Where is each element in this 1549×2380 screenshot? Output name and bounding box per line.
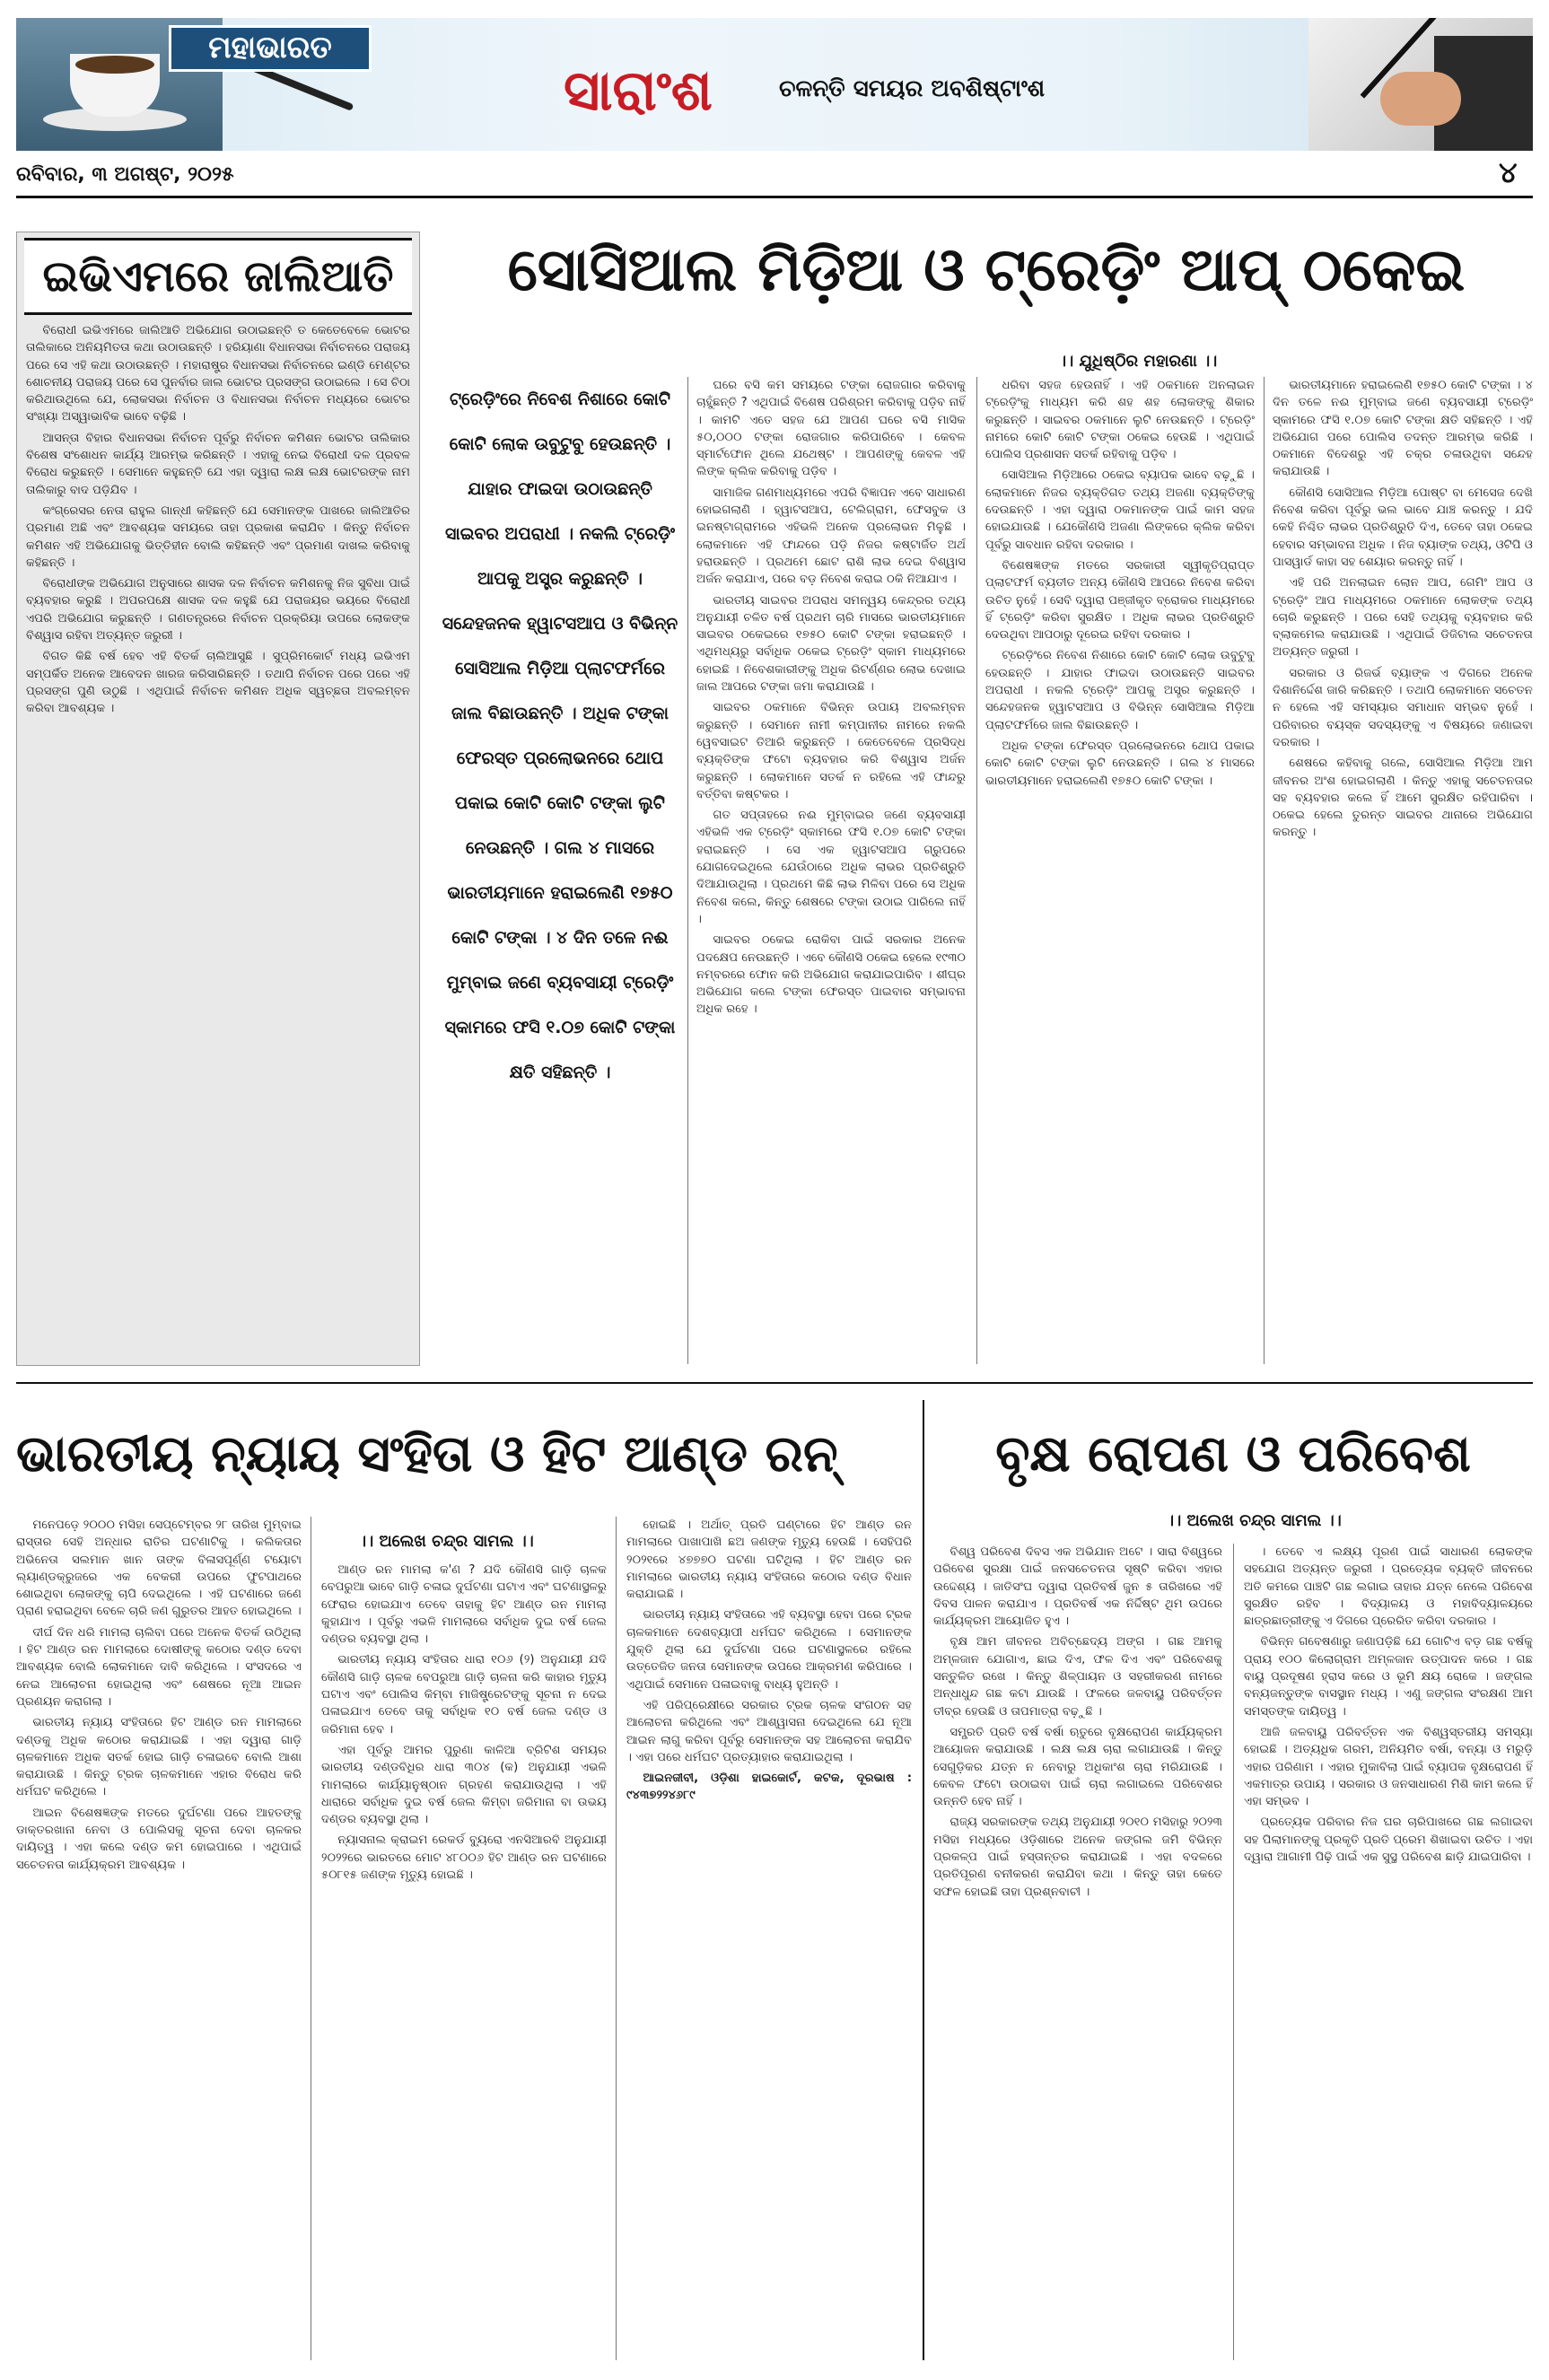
paragraph: ରାଜ୍ୟ ସରକାରଙ୍କ ତଥ୍ୟ ଅନୁଯାୟୀ ୨୦୧୦ ମସିହାରୁ ୨୦୨୩ ମସିହା ମଧ୍ୟରେ ଓଡ଼ିଶାରେ ଅନେକ ଜଙ୍ଗଲ ଜମି ବିଭିନ୍ନ ପ୍ରକଳ୍ପ ପାଇଁ ହସ୍ତାନ୍ତର କରାଯାଇଛି । ଏହା ବଦଳରେ ପ୍ରତିପୂରଣ ବନୀକରଣ କରାଯିବା କଥା । କିନ୍ତୁ ତାହା କେତେ ସଫଳ ହୋଇଛି ତାହା ପ୍ରଶ୍ନବାଚୀ । [933, 1816, 1222, 1899]
paragraph: ଘରେ ବସି କମ ସମୟରେ ଟଙ୍କା ରୋଜଗାର କରିବାକୁ ଚାହୁଁଛନ୍ତି ? ଏଥିପାଇଁ ବିଶେଷ ପରିଶ୍ରମ କରିବାକୁ ପଡ଼ିବ ନାହିଁ । କାମଟି ଏତେ ସହଜ ଯେ ଆପଣ ଘରେ ବସି ମାସିକ ୫୦,୦୦୦ ଟଙ୍କା ରୋଜଗାର କରିପାରିବେ । କେବଳ ସ୍ମାର୍ଟଫୋନ ଥିଲେ ଯଥେଷ୍ଟ । ଆପଣଙ୍କୁ କେବଳ ଏହି ଲିଙ୍କ କ୍ଲିକ କରିବାକୁ ପଡ଼ିବ । [696, 379, 966, 479]
paragraph: ଆସନ୍ତା ବିହାର ବିଧାନସଭା ନିର୍ବାଚନ ପୂର୍ବରୁ ନିର୍ବାଚନ କମିଶନ ଭୋଟର ତାଲିକାର ବିଶେଷ ସଂଶୋଧନ କାର୍ଯ୍ୟ ଆରମ୍ଭ କରିଛନ୍ତି । ଏହାକୁ ନେଇ ବିରୋଧୀ ଦଳ ପ୍ରବଳ ବିରୋଧ କରୁଛନ୍ତି । ସେମାନେ କହୁଛନ୍ତି ଯେ ଏହା ଦ୍ୱାରା ଲକ୍ଷ ଲକ୍ଷ ଭୋଟରଙ୍କ ନାମ ତାଲିକାରୁ ବାଦ ପଡ଼ିଯିବ । [26, 431, 410, 497]
coffee-shape [75, 56, 154, 74]
writing-hand-image [1308, 18, 1533, 151]
paragraph: ଏହି ପରି ଅନଲାଇନ ଲୋନ ଆପ, ଗେମିଂ ଆପ ଓ ଟ୍ରେଡ଼ିଂ ଆପ ମାଧ୍ୟମରେ ଠକମାନେ ଲୋକଙ୍କ ତଥ୍ୟ ଚୋରି କରୁଛନ୍ତି । ପରେ ସେହି ତଥ୍ୟକୁ ବ୍ୟବହାର କରି ବ୍ଲାକମେଲ କରାଯାଉଛି । ଏଥିପାଇଁ ଡିଜିଟାଲ ସଚେତନତା ଅତ୍ୟନ୍ତ ଜରୁରୀ । [1273, 576, 1533, 660]
section-rule [16, 1382, 1533, 1384]
paragraph: ଏହି ପରିପ୍ରେକ୍ଷୀରେ ସରକାର ଟ୍ରକ ଚାଳକ ସଂଗଠନ ସହ ଆଲୋଚନା କରିଥିଲେ ଏବଂ ଆଶ୍ୱାସନା ଦେଇଥିଲେ ଯେ ନୂଆ ଆଇନ ଲାଗୁ କରିବା ପୂର୍ବରୁ ସେମାନଙ୍କ ସହ ଆଲୋଚନା କରାଯିବ । ଏହା ପରେ ଧର୍ମଘଟ ପ୍ରତ୍ୟାହାର କରାଯାଇଥିଲା । [626, 1698, 912, 1764]
section-title: ସାରାଂଶ [564, 57, 713, 123]
paragraph: ଟ୍ରେଡ଼ିଂରେ ନିବେଶ ନିଶାରେ କୋଟି କୋଟି ଲୋକ ଉବୁଟୁବୁ ହେଉଛନ୍ତି । ଯାହାର ଫାଇଦା ଉଠାଉଛନ୍ତି ସାଇବର ଅପରାଧୀ । ନକଲି ଟ୍ରେଡ଼ିଂ ଆପକୁ ଅସ୍ତ୍ର କରୁଛନ୍ତି । ସନ୍ଦେହଜନକ ହ୍ୱାଟସଆପ ଓ ବିଭିନ୍ନ ସୋସିଆଲ ମିଡ଼ିଆ ପ୍ଲାଟଫର୍ମରେ ଜାଲ ବିଛାଉଛନ୍ତି । [985, 649, 1255, 732]
paragraph: ବିରୋଧୀ ଇଭିଏମରେ ଜାଲିଆତି ଅଭିଯୋଗ ଉଠାଇଛନ୍ତି ତ କେତେବେଳେ ଭୋଟର ତାଲିକାରେ ଅନିୟମିତତା କଥା ଉଠାଉଛନ୍ତି । ହରିୟାଣା ବିଧାନସଭା ନିର୍ବାଚନରେ ପରାଜୟ ପରେ ସେ ଏହି କଥା ଉଠାଉଛନ୍ତି । ମହାରାଷ୍ଟ୍ର ବିଧାନସଭା ନିର୍ବାଚନରେ ଇଣ୍ଡି ମେଣ୍ଟର ଶୋଚନୀୟ ପରାଜୟ ପରେ ସେ ପୁନର୍ବାର ଜାଲ ଭୋଟର ପ୍ରସଙ୍ଗ ଉଠାଇଲେ । ସେ ଚିଠା କରିଥାଉଥିଲେ ଯେ, ଲୋକସଭା ନିର୍ବାଚନ ଓ ବିଧାନସଭା ନିର୍ବାଚନ ମଧ୍ୟରେ ଭୋଟର ସଂଖ୍ୟା ଅସ୍ୱାଭାବିକ ଭାବେ ବଢ଼ିଛି । [26, 324, 410, 424]
column-divider [1264, 377, 1265, 1364]
paragraph: ସାଇବର ଠକେଇ ରୋକିବା ପାଇଁ ସରକାର ଅନେକ ପଦକ୍ଷେପ ନେଉଛନ୍ତି । ଏବେ କୌଣସି ଠକେଇ ହେଲେ ୧୯୩୦ ନମ୍ବରରେ ଫୋନ କରି ଅଭିଯୋଗ କରାଯାଇପାରିବ । ଶୀଘ୍ର ଅଭିଯୋଗ କଲେ ଟଙ୍କା ଫେରସ୍ତ ପାଇବାର ସମ୍ଭାବନା ଅଧିକ ରହେ । [696, 933, 966, 1017]
paragraph: ଆଣ୍ଡ ରନ ମାମଲା କ'ଣ ? ଯଦି କୌଣସି ଗାଡ଼ି ଚାଳକ ବେପରୁଆ ଭାବେ ଗାଡ଼ି ଚଳାଇ ଦୁର୍ଘଟଣା ଘଟାଏ ଏବଂ ଘଟଣାସ୍ଥଳରୁ ଫେରାର ହୋଇଯାଏ ତେବେ ତାହାକୁ ହିଟ ଆଣ୍ଡ ରନ ମାମଲା କୁହାଯାଏ । ପୂର୍ବରୁ ଏଭଳି ମାମଲାରେ ସର୍ବାଧିକ ଦୁଇ ବର୍ଷ ଜେଲ ଦଣ୍ଡର ବ୍ୟବସ୍ଥା ଥିଲା । [321, 1563, 607, 1647]
bottom-left-col2 [321, 1562, 607, 2360]
paragraph: ସାଇବର ଠକମାନେ ବିଭିନ୍ନ ଉପାୟ ଅବଲମ୍ବନ କରୁଛନ୍ତି । ସେମାନେ ନାମୀ କମ୍ପାନୀର ନାମରେ ନକଲି ୱେବସାଇଟ ତିଆରି କରୁଛନ୍ତି । କେତେବେଳେ ପ୍ରସିଦ୍ଧ ବ୍ୟକ୍ତିଙ୍କ ଫଟୋ ବ୍ୟବହାର କରି ବିଶ୍ୱାସ ଅର୍ଜନ କରୁଛନ୍ତି । ଲୋକମାନେ ସତର୍କ ନ ରହିଲେ ଏହି ଫାନ୍ଦରୁ ବର୍ତ୍ତିବା କଷ୍ଟକର । [696, 701, 966, 801]
paragraph: ବୃକ୍ଷ ଆମ ଜୀବନର ଅବିଚ୍ଛେଦ୍ୟ ଅଙ୍ଗ । ଗଛ ଆମକୁ ଅମ୍ଳଜାନ ଯୋଗାଏ, ଛାଇ ଦିଏ, ଫଳ ଦିଏ ଏବଂ ପରିବେଶକୁ ସନ୍ତୁଳିତ ରଖେ । କିନ୍ତୁ ଶିଳ୍ପାୟନ ଓ ସହରୀକରଣ ନାମରେ ଅନ୍ଧାଧୁନ୍ଦ ଗଛ କଟା ଯାଉଛି । ଫଳରେ ଜଳବାୟୁ ପରିବର୍ତ୍ତନ ତୀବ୍ର ହେଉଛି ଓ ତାପମାତ୍ରା ବଢ଼ୁଛି । [933, 1635, 1222, 1719]
paragraph: ସରକାର ଓ ରିଜର୍ଭ ବ୍ୟାଙ୍କ ଏ ଦିଗରେ ଅନେକ ଦିଶାନିର୍ଦ୍ଦେଶ ଜାରି କରିଛନ୍ତି । ତଥାପି ଲୋକମାନେ ସଚେତନ ନ ହେଲେ ଏହି ସମସ୍ୟାର ସମାଧାନ ସମ୍ଭବ ନୁହେଁ । ପରିବାରର ବୟସ୍କ ସଦସ୍ୟଙ୍କୁ ଏ ବିଷୟରେ ଜଣାଇବା ଦରକାର । [1273, 666, 1533, 749]
paragraph: ଏହା ପୂର୍ବରୁ ଆମର ପୁରୁଣା କାଳିଆ ବ୍ରିଟିଶ ସମୟର ଭାରତୀୟ ଦଣ୍ଡବିଧିର ଧାରା ୩୦୪ (କ) ଅନୁଯାୟୀ ଏଭଳି ମାମଲାରେ କାର୍ଯ୍ୟାନୁଷ୍ଠାନ ଗ୍ରହଣ କରାଯାଉଥିଲା । ଏହି ଧାରାରେ ସର୍ବାଧିକ ଦୁଇ ବର୍ଷ ଜେଲ କିମ୍ବା ଜରିମାନା ବା ଉଭୟ ଦଣ୍ଡର ବ୍ୟବସ୍ଥା ଥିଲା । [321, 1743, 607, 1827]
main-headline: ସୋସିଆଲ ମିଡ଼ିଆ ଓ ଟ୍ରେଡ଼ିଂ ଆପ୍ ଠକେଇ [507, 234, 1466, 304]
paragraph: ଭାରତୀୟ ନ୍ୟାୟ ସଂହିତାରେ ଏହି ବ୍ୟବସ୍ଥା ହେବା ପରେ ଟ୍ରକ ଚାଳକମାନେ ଦେଶବ୍ୟାପୀ ଧର୍ମଘଟ କରିଥିଲେ । ସେମାନଙ୍କ ଯୁକ୍ତି ଥିଲା ଯେ ଦୁର୍ଘଟଣା ପରେ ଘଟଣାସ୍ଥଳରେ ରହିଲେ ଉତ୍ତେଜିତ ଜନତା ସେମାନଙ୍କ ଉପରେ ଆକ୍ରମଣ କରିପାରେ । ଏଥିପାଇଁ ସେମାନେ ପଳାଇବାକୁ ବାଧ୍ୟ ହୁଅନ୍ତି । [626, 1608, 912, 1692]
left-article-box [16, 232, 420, 1366]
paragraph: ବିଶ୍ୱ ପରିବେଶ ଦିବସ ଏକ ଅଭିଯାନ ଅଟେ । ସାରା ବିଶ୍ୱରେ ପରିବେଶ ସୁରକ୍ଷା ପାଇଁ ଜନସଚେତନତା ସୃଷ୍ଟି କରିବା ଏହାର ଉଦ୍ଦେଶ୍ୟ । ଜାତିସଂଘ ଦ୍ୱାରା ପ୍ରତିବର୍ଷ ଜୁନ ୫ ତାରିଖରେ ଏହି ଦିବସ ପାଳନ କରାଯାଏ । ପ୍ରତିବର୍ଷ ଏକ ନିର୍ଦ୍ଦିଷ୍ଟ ଥିମ ଉପରେ କାର୍ଯ୍ୟକ୍ରମ ଆୟୋଜିତ ହୁଏ । [933, 1545, 1222, 1629]
paragraph: ଧରିବା ସହଜ ହେଉନାହିଁ । ଏହି ଠକମାନେ ଅନଲାଇନ ଟ୍ରେଡ଼ିଂକୁ ମାଧ୍ୟମ କରି ଶହ ଶହ ଲୋକଙ୍କୁ ଶିକାର କରୁଛନ୍ତି । ସାଇବର ଠକମାନେ ଲୁଟି ନେଉଛନ୍ତି । ଟ୍ରେଡ଼ିଂ ନାମରେ କୋଟି କୋଟି ଟଙ୍କା ଠକେଇ ହେଉଛି । ଏଥିପାଇଁ ପୋଲିସ ପ୍ରଶାସନ ସତର୍କ ରହିବାକୁ ପଡ଼ିବ । [985, 379, 1255, 462]
main-article-col1 [696, 377, 966, 1364]
left-article-body [26, 322, 410, 1359]
article-divider [923, 1400, 924, 2360]
bottom-right-col2 [1244, 1544, 1533, 2360]
bottom-left-headline: ଭାରତୀୟ ନ୍ୟାୟ ସଂହିତା ଓ ହିଟ ଆଣ୍ଡ ରନ୍ [16, 1424, 838, 1483]
column-divider [1233, 1544, 1234, 2360]
section-subtitle: ଚଳନ୍ତି ସମୟର ଅବଶିଷ୍ଟାଂଶ [779, 75, 1046, 102]
masthead-banner [16, 18, 1533, 151]
main-article-col2 [985, 377, 1255, 1364]
left-article-title: ଇଭିଏମରେ ଜାଲିଆତି [24, 238, 412, 315]
main-byline: ।। ଯୁଧିଷ୍ଠିର ମହାରଣା ।। [1059, 352, 1218, 371]
paragraph: ପ୍ରତ୍ୟେକ ପରିବାର ନିଜ ଘର ଚାରିପାଖରେ ଗଛ ଲଗାଇବା ସହ ପିଲାମାନଙ୍କୁ ପ୍ରକୃତି ପ୍ରତି ପ୍ରେମ ଶିଖାଇବା ଉଚିତ । ଏହା ଦ୍ୱାରା ଆଗାମୀ ପିଢ଼ି ପାଇଁ ଏକ ସୁସ୍ଥ ପରିବେଶ ଛାଡ଼ି ଯାଇପାରିବା । [1244, 1816, 1533, 1865]
bottom-right-byline: ।। ଅଲେଖ ଚନ୍ଦ୍ର ସାମଲ ।। [1167, 1511, 1342, 1530]
brand-logo: ମହାଭାରତ [169, 25, 372, 72]
main-article-col3 [1273, 377, 1533, 1364]
bottom-right-headline: ବୃକ୍ଷ ରୋପଣ ଓ ପରିବେଶ [995, 1424, 1471, 1483]
paragraph: ହୋଇଛି । ଅର୍ଥାତ୍ ପ୍ରତି ଘଣ୍ଟାରେ ହିଟ ଆଣ୍ଡ ରନ ମାମଲାରେ ପାଖାପାଖି ଛଅ ଜଣଙ୍କ ମୃତ୍ୟୁ ହେଉଛି । ସେହିପରି ୨୦୨୧ରେ ୪୭୭୭୦ ଘଟଣା ଘଟିଥିଲା । ହିଟ ଆଣ୍ଡ ରନ ମାମଲାରେ ଭାରତୀୟ ନ୍ୟାୟ ସଂହିତାରେ କଠୋର ଦଣ୍ଡ ବିଧାନ କରାଯାଇଛି । [626, 1518, 912, 1602]
bottom-left-col1 [16, 1517, 302, 2360]
paragraph: ଭାରତୀୟ ନ୍ୟାୟ ସଂହିତାର ଧାରା ୧୦୬ (୨) ଅନୁଯାୟୀ ଯଦି କୌଣସି ଗାଡ଼ି ଚାଳକ ବେପରୁଆ ଗାଡ଼ି ଚାଳନା କରି କାହାର ମୃତ୍ୟୁ ଘଟାଏ ଏବଂ ପୋଲିସ କିମ୍ବା ମାଜିଷ୍ଟ୍ରେଟଙ୍କୁ ସୂଚନା ନ ଦେଇ ପଳାଇଯାଏ ତେବେ ତାକୁ ସର୍ବାଧିକ ୧୦ ବର୍ଷ ଜେଲ ଦଣ୍ଡ ଓ ଜରିମାନା ହେବ । [321, 1653, 607, 1737]
paragraph: ବିଶେଷଜ୍ଞଙ୍କ ମତରେ ସରକାରୀ ସ୍ୱୀକୃତିପ୍ରାପ୍ତ ପ୍ଲାଟଫର୍ମ ବ୍ୟତୀତ ଅନ୍ୟ କୌଣସି ଆପରେ ନିବେଶ କରିବା ଉଚିତ ନୁହେଁ । ସେବି ଦ୍ୱାରା ପଞ୍ଜୀକୃତ ବ୍ରୋକର ମାଧ୍ୟମରେ ହିଁ ଟ୍ରେଡ଼ିଂ କରିବା ସୁରକ୍ଷିତ । ଅଧିକ ଲାଭର ପ୍ରତିଶ୍ରୁତି ଦେଉଥିବା ଆପଠାରୁ ଦୂରେଇ ରହିବା ଦରକାର । [985, 558, 1255, 643]
paragraph: ଭାରତୀୟ ନ୍ୟାୟ ସଂହିତାରେ ହିଟ ଆଣ୍ଡ ରନ ମାମଲାରେ ଦଣ୍ଡକୁ ଅଧିକ କଠୋର କରାଯାଇଛି । ଏହା ଦ୍ୱାରା ଗାଡ଼ି ଚାଳକମାନେ ଅଧିକ ସତର୍କ ହୋଇ ଗାଡ଼ି ଚଳାଇବେ ବୋଲି ଆଶା କରାଯାଉଛି । କିନ୍ତୁ ଟ୍ରକ ଚାଳକମାନେ ଏହାର ବିରୋଧ କରି ଧର୍ମଘଟ କରିଥିଲେ । [16, 1716, 302, 1799]
paragraph: ଆଇନ ବିଶେଷଜ୍ଞଙ୍କ ମତରେ ଦୁର୍ଘଟଣା ପରେ ଆହତଙ୍କୁ ଡାକ୍ତରଖାନା ନେବା ଓ ପୋଲିସକୁ ସୂଚନା ଦେବା ଚାଳକର ଦାୟିତ୍ୱ । ଏହା କଲେ ଦଣ୍ଡ କମ ହୋଇପାରେ । ଏଥିପାଇଁ ସଚେତନତା କାର୍ଯ୍ୟକ୍ରମ ଆବଶ୍ୟକ । [16, 1806, 302, 1872]
author-contact: ଆଇନଜୀବୀ, ଓଡ଼ିଶା ହାଇକୋର୍ଟ, କଟକ, ଦୂରଭାଷ : ୯୪୩୭୨୨୪୬୮୯ [626, 1772, 912, 1803]
pull-quote: ଟ୍ରେଡ଼ିଂରେ ନିବେଶ ନିଶାରେ କୋଟି କୋଟି ଲୋକ ଉବୁଟୁବୁ ହେଉଛନ୍ତି । ଯାହାର ଫାଇଦା ଉଠାଉଛନ୍ତି ସାଇବର ଅପରାଧୀ । ନକଲି ଟ୍ରେଡ଼ିଂ ଆପକୁ ଅସ୍ତ୍ର କରୁଛନ୍ତି । ସନ୍ଦେହଜନକ ହ୍ୱାଟସଆପ ଓ ବିଭିନ୍ନ ସୋସିଆଲ ମିଡ଼ିଆ ପ୍ଲାଟଫର୍ମରେ ଜାଲ ବିଛାଉଛନ୍ତି । ଅଧିକ ଟଙ୍କା ଫେରସ୍ତ ପ୍ରଲୋଭନରେ ଥୋପ ପକାଇ କୋଟି କୋଟି ଟଙ୍କା ଲୁଟି ନେଉଛନ୍ତି । ଗଲ ୪ ମାସରେ ଭାରତୀୟମାନେ ହରାଇଲେଣି ୧୭୫୦ କୋଟି ଟଙ୍କା । ୪ ଦିନ ତଳେ ନଈ ମୁମ୍ବାଇ ଜଣେ ବ୍ୟବସାୟୀ ଟ୍ରେଡ଼ିଂ ସ୍କାମରେ ଫସି ୧.୦୭ କୋଟି ଟଙ୍କା କ୍ଷତି ସହିଛନ୍ତି । [442, 389, 678, 1082]
paragraph: କଂଗ୍ରେସର ନେତା ରାହୁଲ ଗାନ୍ଧୀ କହିଛନ୍ତି ଯେ ସେମାନଙ୍କ ପାଖରେ ଜାଲିଆତିର ପ୍ରମାଣ ଅଛି ଏବଂ ଆବଶ୍ୟକ ସମୟରେ ତାହା ପ୍ରକାଶ କରାଯିବ । କିନ୍ତୁ ନିର୍ବାଚନ କମିଶନ ଏହି ଅଭିଯୋଗକୁ ଭିତ୍ତିହୀନ ବୋଲି କହିଛନ୍ତି ଏବଂ ପ୍ରମାଣ ଦାଖଲ କରିବାକୁ କହିଛନ୍ତି । [26, 503, 410, 570]
paragraph: ସମ୍ପ୍ରତି ପ୍ରତି ବର୍ଷ ବର୍ଷା ଋତୁରେ ବୃକ୍ଷରୋପଣ କାର୍ଯ୍ୟକ୍ରମ ଆୟୋଜନ କରାଯାଉଛି । ଲକ୍ଷ ଲକ୍ଷ ଚାରା ଲଗାଯାଉଛି । କିନ୍ତୁ ସେଗୁଡ଼ିକର ଯତ୍ନ ନ ନେବାରୁ ଅଧିକାଂଶ ଚାରା ମରିଯାଉଛି । କେବଳ ଫଟୋ ଉଠାଇବା ପାଇଁ ଚାରା ଲଗାଇଲେ ପରିବେଶର ଉନ୍ନତି ହେବ ନାହିଁ । [933, 1725, 1222, 1809]
column-divider [976, 377, 977, 1364]
column-divider [616, 1517, 617, 2360]
bottom-left-col3 [626, 1517, 912, 2360]
paragraph: ଦୀର୍ଘ ଦିନ ଧରି ମାମଲା ଚାଲିବା ପରେ ଅନେକ ବିତର୍କ ଉଠିଥିଲା । ହିଟ ଆଣ୍ଡ ରନ ମାମଲାରେ ଦୋଷୀଙ୍କୁ କଠୋର ଦଣ୍ଡ ଦେବା ଆବଶ୍ୟକ ବୋଲି ଲୋକମାନେ ଦାବି କରିଥିଲେ । ସଂସଦରେ ଏ ନେଇ ଆଲୋଚନା ହୋଇଥିଲା ଏବଂ ଶେଷରେ ନୂଆ ଆଇନ ପ୍ରଣୟନ କରାଗଲା । [16, 1625, 302, 1709]
paragraph: ଶେଷରେ କହିବାକୁ ଗଲେ, ସୋସିଆଲ ମିଡ଼ିଆ ଆମ ଜୀବନର ଅଂଶ ହୋଇଗଲାଣି । କିନ୍ତୁ ଏହାକୁ ସଚେତନତାର ସହ ବ୍ୟବହାର କଲେ ହିଁ ଆମେ ସୁରକ୍ଷିତ ରହିପାରିବା । ଠକେଇ ହେଲେ ତୁରନ୍ତ ସାଇବର ଥାନାରେ ଅଭିଯୋଗ କରନ୍ତୁ । [1273, 757, 1533, 840]
hand-shape [1380, 72, 1461, 126]
column-divider [687, 377, 688, 1364]
paragraph: ସାମାଜିକ ଗଣମାଧ୍ୟମରେ ଏପରି ବିଜ୍ଞାପନ ଏବେ ସାଧାରଣ ହୋଇଗଲାଣି । ହ୍ୱାଟସଆପ, ଟେଲିଗ୍ରାମ, ଫେସବୁକ ଓ ଇନଷ୍ଟାଗ୍ରାମରେ ଏହିଭଳି ଅନେକ ପ୍ରଲୋଭନ ମିଳୁଛି । ଲୋକମାନେ ଏହି ଫାନ୍ଦରେ ପଡ଼ି ନିଜର କଷ୍ଟାର୍ଜିତ ଅର୍ଥ ହରାଉଛନ୍ତି । ପ୍ରଥମେ ଛୋଟ ରାଶି ଲାଭ ଦେଇ ବିଶ୍ୱାସ ଅର୍ଜନ କରାଯାଏ, ପରେ ବଡ଼ ନିବେଶ କରାଇ ଠକି ନିଆଯାଏ । [696, 486, 966, 587]
paragraph: ଆଜି ଜଳବାୟୁ ପରିବର୍ତ୍ତନ ଏକ ବିଶ୍ୱସ୍ତରୀୟ ସମସ୍ୟା ହୋଇଛି । ଅତ୍ୟଧିକ ଗରମ, ଅନିୟମିତ ବର୍ଷା, ବନ୍ୟା ଓ ମରୁଡ଼ି ଏହାର ପରିଣାମ । ଏହାର ମୁକାବିଲା ପାଇଁ ବ୍ୟାପକ ବୃକ୍ଷରୋପଣ ହିଁ ଏକମାତ୍ର ଉପାୟ । ସରକାର ଓ ଜନସାଧାରଣ ମିଶି କାମ କଲେ ହିଁ ଏହା ସମ୍ଭବ । [1244, 1725, 1533, 1809]
page-number: ୪ [1499, 155, 1518, 189]
paragraph: ବିଗତ କିଛି ବର୍ଷ ହେବ ଏହି ବିତର୍କ ଚାଲିଆସୁଛି । ସୁପ୍ରିମକୋର୍ଟ ମଧ୍ୟ ଇଭିଏମ ସମ୍ପର୍କିତ ଅନେକ ଆବେଦନ ଖାରଜ କରିସାରିଛନ୍ତି । ତଥାପି ନିର୍ବାଚନ ପରେ ପରେ ଏହି ପ୍ରସଙ୍ଗ ପୁଣି ଉଠୁଛି । ଏଥିପାଇଁ ନିର୍ବାଚନ କମିଶନ ଅଧିକ ସ୍ୱଚ୍ଛତା ଅବଲମ୍ବନ କରିବା ଆବଶ୍ୟକ । [26, 650, 410, 716]
paragraph: ନ୍ୟାସନାଲ କ୍ରାଇମ ରେକର୍ଡ ବ୍ୟୁରୋ ଏନସିଆରବି ଅନୁଯାୟୀ ୨୦୨୨ରେ ଭାରତରେ ମୋଟ ୪୮୦୦୬ ହିଟ ଆଣ୍ଡ ରନ ଘଟଣାରେ ୫୦୮୧୫ ଜଣଙ୍କ ମୃତ୍ୟୁ ହୋଇଛି । [321, 1833, 607, 1883]
paragraph: ବିଭିନ୍ନ ଗବେଷଣାରୁ ଜଣାପଡ଼ିଛି ଯେ ଗୋଟିଏ ବଡ଼ ଗଛ ବର୍ଷକୁ ପ୍ରାୟ ୧୦୦ କିଲୋଗ୍ରାମ ଅମ୍ଳଜାନ ଉତ୍ପାଦନ କରେ । ଗଛ ବାୟୁ ପ୍ରଦୂଷଣ ହ୍ରାସ କରେ ଓ ଭୂମି କ୍ଷୟ ରୋକେ । ଜଙ୍ଗଲ ବନ୍ୟଜନ୍ତୁଙ୍କ ବାସସ୍ଥାନ ମଧ୍ୟ । ଏଣୁ ଜଙ୍ଗଲ ସଂରକ୍ଷଣ ଆମ ସମସ୍ତଙ୍କ ଦାୟିତ୍ୱ । [1244, 1635, 1533, 1719]
paragraph: ଗତ ସପ୍ତାହରେ ନଈ ମୁମ୍ବାଇର ଜଣେ ବ୍ୟବସାୟୀ ଏହିଭଳି ଏକ ଟ୍ରେଡ଼ିଂ ସ୍କାମରେ ଫସି ୧.୦୭ କୋଟି ଟଙ୍କା ହରାଇଛନ୍ତି । ସେ ଏକ ହ୍ୱାଟସଆପ ଗ୍ରୁପରେ ଯୋଗଦେଇଥିଲେ ଯେଉଁଠାରେ ଅଧିକ ଲାଭର ପ୍ରତିଶ୍ରୁତି ଦିଆଯାଉଥିଲା । ପ୍ରଥମେ କିଛି ଲାଭ ମିଳିବା ପରେ ସେ ଅଧିକ ନିବେଶ କଲେ, କିନ୍ତୁ ଶେଷରେ ଟଙ୍କା ଉଠାଇ ପାରିଲେ ନାହିଁ । [696, 809, 966, 926]
paragraph: ମନେପଡ଼େ ୨୦୦୦ ମସିହା ସେପ୍ଟେମ୍ବର ୨୮ ତାରିଖ ମୁମ୍ବାଇ ରାସ୍ତାର ସେହି ଅନ୍ଧାର ରାତିର ଘଟଣାଟିକୁ । କଲିକତାର ଅଭିନେତା ସଲମାନ ଖାନ ତାଙ୍କ ବିଳାସପୂର୍ଣ୍ଣ ଟୟୋଟା ଲ୍ୟାଣ୍ଡକ୍ରୁଜରେ ଏକ ବେକରୀ ଉପରେ ଫୁଟପାଥରେ ଶୋଇଥିବା ଲୋକଙ୍କୁ ଚାପି ଦେଇଥିଲେ । ଏହି ଘଟଣାରେ ଜଣେ ପ୍ରାଣ ହରାଇଥିବା ବେଳେ ଚାରି ଜଣ ଗୁରୁତର ଆହତ ହୋଇଥିଲେ । [16, 1518, 302, 1619]
paragraph: ଭାରତୀୟ ସାଇବର ଅପରାଧ ସମନ୍ୱୟ କେନ୍ଦ୍ରର ତଥ୍ୟ ଅନୁଯାୟୀ ଚଳିତ ବର୍ଷ ପ୍ରଥମ ଚାରି ମାସରେ ଭାରତୀୟମାନେ ସାଇବର ଠକେଇରେ ୧୭୫୦ କୋଟି ଟଙ୍କା ହରାଇଛନ୍ତି । ଏଥିମଧ୍ୟରୁ ସର୍ବାଧିକ ଠକେଇ ଟ୍ରେଡ଼ିଂ ସ୍କାମ ମାଧ୍ୟମରେ ହୋଇଛି । ନିବେଶକାରୀଙ୍କୁ ଅଧିକ ରିଟର୍ଣ୍ଣର ଲୋଭ ଦେଖାଇ ଜାଲ ଆପରେ ଟଙ୍କା ଜମା କରାଯାଉଛି । [696, 593, 966, 695]
header-rule [16, 196, 1533, 198]
bottom-left-byline: ।। ଅଲେଖ ଚନ୍ଦ୍ର ସାମଲ ।। [359, 1532, 534, 1551]
bottom-right-col1 [933, 1544, 1222, 2360]
paragraph: । ତେବେ ଏ ଲକ୍ଷ୍ୟ ପୂରଣ ପାଇଁ ସାଧାରଣ ଲୋକଙ୍କ ସହଯୋଗ ଅତ୍ୟନ୍ତ ଜରୁରୀ । ପ୍ରତ୍ୟେକ ବ୍ୟକ୍ତି ଜୀବନରେ ଅତି କମରେ ପାଞ୍ଚଟି ଗଛ ଲଗାଇ ତାହାର ଯତ୍ନ ନେଲେ ପରିବେଶ ସୁରକ୍ଷିତ ରହିବ । ବିଦ୍ୟାଳୟ ଓ ମହାବିଦ୍ୟାଳୟରେ ଛାତ୍ରଛାତ୍ରୀଙ୍କୁ ଏ ଦିଗରେ ପ୍ରେରିତ କରିବା ଦରକାର । [1244, 1545, 1533, 1629]
paragraph: ଭାରତୀୟମାନେ ହରାଇଲେଣି ୧୭୫୦ କୋଟି ଟଙ୍କା । ୪ ଦିନ ତଳେ ନଈ ମୁମ୍ବାଇ ଜଣେ ବ୍ୟବସାୟୀ ଟ୍ରେଡ଼ିଂ ସ୍କାମରେ ଫସି ୧.୦୭ କୋଟି ଟଙ୍କା କ୍ଷତି ସହିଛନ୍ତି । ଏହି ଅଭିଯୋଗ ପରେ ପୋଲିସ ତଦନ୍ତ ଆରମ୍ଭ କରିଛି । ଠକମାନେ ବିଦେଶରୁ ଏହି ଚକ୍ର ଚଳାଉଥିବା ସନ୍ଦେହ କରାଯାଉଛି । [1273, 379, 1533, 479]
paragraph: ସୋସିଆଲ ମିଡ଼ିଆରେ ଠକେଇ ବ୍ୟାପକ ଭାବେ ବଢ଼ୁଛି । ଲୋକମାନେ ନିଜର ବ୍ୟକ୍ତିଗତ ତଥ୍ୟ ଅଜଣା ବ୍ୟକ୍ତିଙ୍କୁ ଦେଉଛନ୍ତି । ଏହା ଦ୍ୱାରା ଠକମାନଙ୍କ ପାଇଁ କାମ ସହଜ ହୋଇଯାଉଛି । ଯେକୌଣସି ଅଜଣା ଲିଙ୍କରେ କ୍ଲିକ କରିବା ପୂର୍ବରୁ ସାବଧାନ ରହିବା ଦରକାର । [985, 468, 1255, 552]
dateline: ରବିବାର, ୩ ଅଗଷ୍ଟ, ୨୦୨୫ [16, 163, 234, 186]
paragraph: କୌଣସି ସୋସିଆଲ ମିଡ଼ିଆ ପୋଷ୍ଟ ବା ମେସେଜ ଦେଖି ନିବେଶ କରିବା ପୂର୍ବରୁ ଭଲ ଭାବେ ଯାଞ୍ଚ କରନ୍ତୁ । ଯଦି କେହି ନିଶ୍ଚିତ ଲାଭର ପ୍ରତିଶ୍ରୁତି ଦିଏ, ତେବେ ତାହା ଠକେଇ ହେବାର ସମ୍ଭାବନା ଅଧିକ । ନିଜ ବ୍ୟାଙ୍କ ତଥ୍ୟ, ଓଟିପି ଓ ପାସୱାର୍ଡ କାହା ସହ ଶେୟାର କରନ୍ତୁ ନାହିଁ । [1273, 486, 1533, 569]
paragraph: ବିରୋଧୀଙ୍କ ଅଭିଯୋଗ ଅନୁସାରେ ଶାସକ ଦଳ ନିର୍ବାଚନ କମିଶନକୁ ନିଜ ସୁବିଧା ପାଇଁ ବ୍ୟବହାର କରୁଛି । ଅପରପକ୍ଷେ ଶାସକ ଦଳ କହୁଛି ଯେ ପରାଜୟର ଭୟରେ ବିରୋଧୀ ଏପରି ଅଭିଯୋଗ କରୁଛନ୍ତି । ଗଣତନ୍ତ୍ରରେ ନିର୍ବାଚନ ପ୍ରକ୍ରିୟା ଉପରେ ଲୋକଙ୍କ ବିଶ୍ୱାସ ରହିବା ଅତ୍ୟନ୍ତ ଜରୁରୀ । [26, 577, 410, 643]
paragraph: ଅଧିକ ଟଙ୍କା ଫେରସ୍ତ ପ୍ରଲୋଭନରେ ଥୋପ ପକାଇ କୋଟି କୋଟି ଟଙ୍କା ଲୁଟି ନେଉଛନ୍ତି । ଗଲ ୪ ମାସରେ ଭାରତୀୟମାନେ ହରାଇଲେଣି ୧୭୫୦ କୋଟି ଟଙ୍କା । [985, 739, 1255, 788]
